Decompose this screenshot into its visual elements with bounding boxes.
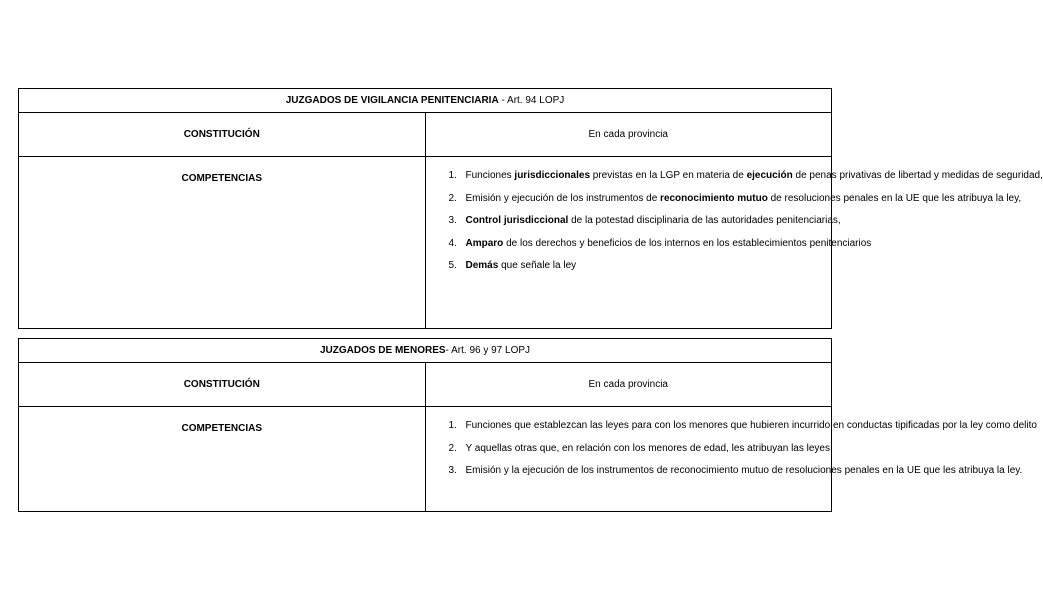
list-item <box>426 443 832 455</box>
list-item-number: 2. <box>448 442 457 454</box>
competencias-list <box>426 407 1037 477</box>
list-item-text: de resoluciones penales en la UE que les atribuya la ley, <box>767 192 1022 204</box>
list-item-bold-text: Control jurisdiccional <box>465 215 569 226</box>
competencias-row <box>19 407 832 512</box>
menores-table <box>18 338 1037 512</box>
constitucion-label: CONSTITUCIÓN <box>19 363 426 407</box>
table-title-rest: - Art. 94 LOPJ <box>498 95 565 106</box>
list-item <box>426 192 1022 205</box>
list-item-number: 1. <box>448 420 457 431</box>
constitucion-label: CONSTITUCIÓN <box>19 113 426 157</box>
list-item-text: de penas privativas de libertad y medidas de seguridad, <box>792 170 1043 181</box>
competencias-label: COMPETENCIAS <box>19 407 426 512</box>
list-item-bold-text: Amparo <box>465 237 504 249</box>
list-item-bold-text: jurisdiccionales <box>514 170 591 181</box>
table-title <box>19 339 832 363</box>
list-item-text: que señale la ley <box>498 260 577 271</box>
constitucion-value: En cada provincia <box>425 363 832 407</box>
vigilancia-penitenciaria-table <box>18 88 1043 329</box>
competencias-list <box>426 157 1043 272</box>
table-title-bold: JUZGADOS DE MENORES <box>319 345 446 356</box>
competencias-cell <box>425 157 1043 329</box>
list-item <box>426 260 832 272</box>
list-item-number: 3. <box>448 465 457 476</box>
list-item-number: 3. <box>448 215 457 226</box>
table-title-bold: JUZGADOS DE VIGILANCIA PENITENCIARIA <box>285 95 499 106</box>
list-item-bold-text: ejecución <box>746 170 793 181</box>
list-item-number: 1. <box>448 170 457 181</box>
list-item-number: 4. <box>448 237 457 249</box>
list-item-text: Funciones que establezcan las leyes para con los menores que hubieren incurrido en conductas tipificadas por la ley como delito <box>465 420 1037 431</box>
list-item-text: de los derechos y beneficios de los internos en los establecimientos penitenciarios <box>503 237 872 249</box>
list-item-bold-text: reconocimiento mutuo <box>660 192 768 204</box>
list-item <box>426 420 1037 432</box>
list-item-text: de la potestad disciplinaria de las autoridades penitenciarias, <box>568 215 841 226</box>
competencias-cell <box>425 407 1037 512</box>
table-title-row <box>19 339 832 363</box>
list-item <box>426 237 872 250</box>
competencias-row <box>19 157 832 329</box>
list-item <box>426 170 1043 182</box>
constitucion-row <box>19 363 832 407</box>
list-item-text: previstas en la LGP en materia de <box>590 170 747 181</box>
list-item-number: 2. <box>448 192 457 204</box>
list-item-text: Funciones <box>465 170 515 181</box>
table-title-row <box>19 89 832 113</box>
list-item-bold-text: Demás <box>465 260 499 271</box>
list-item-text: Emisión y ejecución de los instrumentos de <box>465 192 661 204</box>
list-item-text: Emisión y la ejecución de los instrumentos de reconocimiento mutuo de resoluciones penales en la UE que les atribuya la ley. <box>465 465 1023 476</box>
list-item <box>426 465 1023 477</box>
competencias-label: COMPETENCIAS <box>19 157 426 329</box>
list-item <box>426 215 841 227</box>
constitucion-value: En cada provincia <box>425 113 832 157</box>
table-title-rest: - Art. 96 y 97 LOPJ <box>445 345 531 356</box>
list-item-number: 5. <box>448 260 457 271</box>
constitucion-row <box>19 113 832 157</box>
table-title <box>19 89 832 113</box>
list-item-text: Y aquellas otras que, en relación con los menores de edad, les atribuyan las leyes <box>465 442 830 454</box>
